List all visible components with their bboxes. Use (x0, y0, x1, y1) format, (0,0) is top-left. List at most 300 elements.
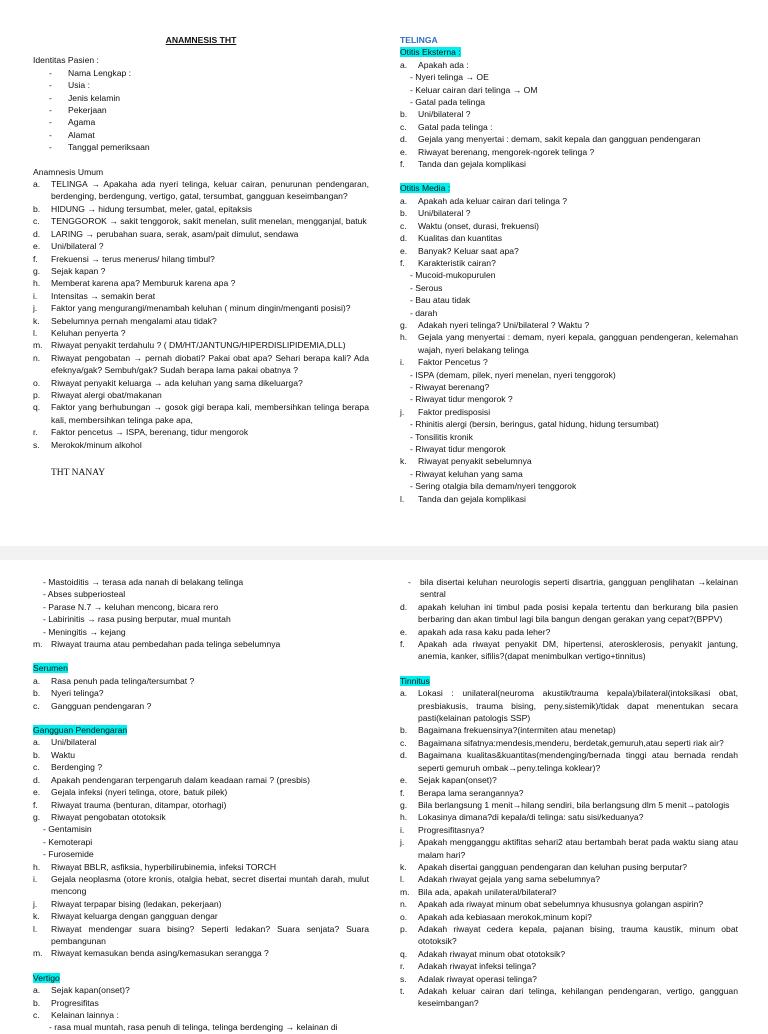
list-text: Uni/bilateral ? (51, 241, 104, 252)
vertigo-continued-item (400, 626, 738, 638)
tinnitus-item (400, 824, 738, 836)
tinnitus-item (400, 973, 738, 985)
list-text: HIDUNG → hidung tersumbat, meler, gatal, epitaksis (51, 203, 253, 214)
list-text: Riwayat trauma atau pembedahan pada telinga sebelumnya (51, 639, 281, 650)
anamnesis-umum-item (33, 439, 369, 451)
otitis-media-item (400, 406, 738, 418)
list-marker: a. (400, 59, 408, 70)
identitas-item (33, 104, 369, 116)
list-text: Sejak kapan(onset)? (418, 775, 497, 786)
list-marker: p. (33, 389, 41, 400)
list-text: Bagaimana kualitas&kuantitas(mendenging/bernada tinggi atau bernada rendah seperti gemuruh ombak→peny.telinga koklear)? (418, 750, 738, 773)
list-marker: l. (400, 874, 405, 885)
otitis-media-item (400, 493, 738, 505)
anamnesis-umum-item (33, 315, 369, 327)
page-title: ANAMNESIS THT (165, 35, 237, 45)
list-marker: b. (33, 997, 41, 1008)
otitis-media-item (400, 331, 738, 356)
tinnitus-item (400, 787, 738, 799)
list-text: - Tonsilitis kronik (410, 431, 473, 442)
list-marker: d. (400, 134, 408, 145)
list-text: LARING → perubahan suara, serak, asam/pait dimulut, sendawa (51, 228, 299, 239)
gangguan-pendengaran-item (33, 947, 369, 959)
otitis-media-item (400, 393, 738, 405)
list-text: Karakteristik cairan? (418, 257, 496, 268)
list-text: Waktu (51, 749, 76, 760)
list-text: Riwayat terpapar bising (ledakan, pekerjaan) (51, 898, 222, 909)
identitas-item (33, 116, 369, 128)
list-text: Sejak kapan ? (51, 265, 106, 276)
bullet-marker: - (49, 67, 52, 78)
list-text: Apakah ada kebiasaan merokok,minum kopi? (418, 911, 592, 922)
list-marker: f. (400, 787, 405, 798)
bullet-marker: - (49, 80, 52, 91)
list-marker: j. (33, 898, 38, 909)
list-text: Progresifitasnya? (418, 824, 485, 835)
list-text: Keluhan penyerta ? (51, 327, 126, 338)
list-text: Adakah riwayat gejala yang sama sebelumnya? (418, 874, 601, 885)
list-marker: e. (33, 241, 41, 252)
serumen-item (33, 675, 369, 687)
list-marker: e. (400, 245, 408, 256)
otitis-media-heading: Otitis Media : (400, 183, 451, 194)
list-text: Progresifitas (51, 997, 99, 1008)
right-column (400, 34, 738, 505)
gangguan-pendengaran-item (33, 749, 369, 761)
list-marker: e. (400, 775, 408, 786)
gangguan-pendengaran-item (33, 898, 369, 910)
list-text: Adakah riwayat infeksi telinga? (418, 961, 536, 972)
list-marker: b. (400, 725, 408, 736)
anamnesis-umum-list (33, 178, 369, 451)
otitis-media-list (400, 195, 738, 505)
list-marker: l. (33, 327, 38, 338)
list-text: - Keluar cairan dari telinga → OM (410, 84, 538, 95)
list-text: Adakah keluar cairan dari telinga, kehilangan pendengaran, vertigo, gangguan keseimbangan? (418, 986, 738, 1009)
tinnitus-item (400, 923, 738, 948)
tinnitus-item (400, 811, 738, 823)
list-text: Riwayat penyakit sebelumnya (418, 456, 532, 467)
list-marker: n. (33, 352, 41, 363)
otitis-media-item (400, 207, 738, 219)
list-text: Riwayat mendengar suara bising? Seperti ledakan? Suara senjata? Suara pembangunan (51, 923, 369, 946)
anamnesis-umum-item (33, 203, 369, 215)
otitis-media-item (400, 369, 738, 381)
list-text: - Sering otalgia bila demam/nyeri tenggorok (410, 481, 577, 492)
list-text: Gejala yang menyertai : demam, nyeri kepala, gangguan pendengeran, kelemahan wajah, nyeri belakang telinga (418, 332, 738, 355)
list-marker: n. (400, 899, 408, 910)
list-text: Nyeri telinga? (51, 688, 104, 699)
gangguan-pendengaran-item (33, 848, 369, 860)
list-text: Tanda dan gejala komplikasi (418, 493, 526, 504)
identitas-text: Usia : (68, 80, 90, 91)
identitas-heading: Identitas Pasien : (33, 55, 99, 66)
identitas-text: Agama (68, 117, 96, 128)
list-marker: i. (33, 873, 38, 884)
list-marker: q. (33, 402, 41, 413)
list-text: Uni/bilateral (51, 737, 97, 748)
tinnitus-item (400, 799, 738, 811)
serumen-item (33, 700, 369, 712)
list-text: Bila ada, apakah unilateral/bilateral? (418, 886, 557, 897)
list-marker: a. (33, 985, 41, 996)
list-text: Gejala yang menyertai : demam, sakit kepala dan gangguan pendengaran (418, 134, 701, 145)
list-marker: g. (400, 799, 408, 810)
list-marker: m. (400, 886, 410, 897)
otitis-media-item (400, 294, 738, 306)
komplikasi-item (33, 638, 369, 650)
list-text: - Meningitis → kejang (43, 626, 126, 637)
list-text: Kualitas dan kuantitas (418, 233, 503, 244)
list-text: Apakah ada riwayat penyakit DM, hipertensi, aterosklerosis, penyakit jantung, anemia, kanker, sifilis?(dapat menimbulkan vertigo+tinnitus) (418, 639, 738, 662)
list-text: Riwayat alergi obat/makanan (51, 389, 162, 400)
list-text: Merokok/minum alkohol (51, 439, 142, 450)
identitas-text: Tanggal pemeriksaan (68, 142, 150, 153)
list-text: Rasa penuh pada telinga/tersumbat ? (51, 675, 195, 686)
list-text: TENGGOROK → sakit tenggorok, sakit menelan, sulit menelan, mengganjal, batuk (51, 216, 367, 227)
list-text: Faktor yang berhubungan → gosok gigi berapa kali, membersihkan telinga berapa kali, membersihkan telinga pake apa, (51, 402, 369, 425)
list-marker: c. (33, 762, 40, 773)
otitis-media-item (400, 282, 738, 294)
tinnitus-item (400, 724, 738, 736)
list-marker: p. (400, 923, 408, 934)
list-marker: h. (33, 278, 41, 289)
list-marker: b. (33, 203, 41, 214)
list-marker: o. (33, 377, 41, 388)
list-marker: c. (33, 216, 40, 227)
list-marker: l. (33, 923, 38, 934)
komplikasi-item (33, 601, 369, 613)
anamnesis-umum-item (33, 290, 369, 302)
list-text: - Mucoid-mukopurulen (410, 270, 496, 281)
vertigo-heading: Vertigo (33, 972, 60, 983)
bullet-marker: - (49, 105, 52, 116)
list-text: - Mastoiditis → terasa ada nanah di belakang telinga (43, 577, 244, 587)
anamnesis-umum-item (33, 277, 369, 289)
list-text: - Abses subperiosteal (43, 589, 126, 600)
identitas-list (33, 67, 369, 154)
list-marker: c. (400, 737, 407, 748)
anamnesis-umum-item (33, 240, 369, 252)
gangguan-pendengaran-item (33, 774, 369, 786)
list-marker: d. (400, 750, 408, 761)
vertigo-item (33, 997, 369, 1009)
list-text: Adakah riwayat cedera kepala, pajanan bising, trauma kaustik, minum obat ototoksik? (418, 923, 738, 947)
list-marker: h. (400, 332, 408, 343)
list-marker: e. (33, 787, 41, 798)
identitas-item (33, 92, 369, 104)
list-text: Intensitas → semakin berat (51, 290, 156, 301)
list-marker: h. (400, 812, 408, 823)
list-marker: s. (400, 973, 407, 984)
tinnitus-item (400, 960, 738, 972)
list-marker: b. (33, 688, 41, 699)
bullet-marker: - (49, 92, 52, 103)
otitis-eksterna-item (400, 59, 738, 71)
gangguan-pendengaran-item (33, 910, 369, 922)
list-marker: a. (33, 737, 41, 748)
otitis-media-item (400, 319, 738, 331)
otitis-media-item (400, 480, 738, 492)
list-text: apakah keluhan ini timbul pada posisi kepala tertentu dan berkurang bila pasien berbaring dan akan timbul lagi bila bangun dengan gerakan yang cepat?(BPPV) (418, 601, 738, 625)
list-marker: s. (33, 439, 40, 450)
list-text: TELINGA → Apakaha ada nyeri telinga, keluar cairan, penurunan pendengaran, berdenging, berdengung, vertigo, gatal, tersumbat, gangguan keseimbangan? (51, 179, 369, 202)
signature-text: THT NANAY (51, 468, 106, 478)
gangguan-pendengaran-item (33, 811, 369, 823)
tinnitus-item (400, 861, 738, 873)
list-marker: i. (400, 824, 405, 835)
list-text: Riwayat pengobatan ototoksik (51, 811, 166, 822)
list-text: apakah ada rasa kaku pada leher? (418, 626, 551, 637)
anamnesis-umum-item (33, 228, 369, 240)
list-text: - Riwayat tidur mengorok ? (410, 394, 513, 405)
left-column (33, 34, 369, 479)
list-marker: a. (400, 195, 408, 206)
komplikasi-item (33, 588, 369, 600)
list-marker: c. (33, 700, 40, 711)
list-text: - Nyeri telinga → OE (410, 72, 489, 83)
komplikasi-item (33, 626, 369, 638)
tinnitus-item (400, 687, 738, 724)
anamnesis-umum-item (33, 426, 369, 438)
bullet-marker: - (49, 117, 52, 128)
list-marker: k. (33, 911, 40, 922)
ear-section-title: TELINGA (400, 35, 438, 45)
list-marker: f. (400, 257, 405, 268)
identitas-text: Nama Lengkap : (68, 67, 132, 78)
list-text: Riwayat kemasukan benda asing/kemasukan serangga ? (51, 948, 269, 959)
otitis-media-item (400, 307, 738, 319)
tinnitus-item (400, 737, 738, 749)
anamnesis-umum-item (33, 302, 369, 314)
list-text: Gejala infeksi (nyeri telinga, otore, batuk pilek) (51, 787, 228, 798)
list-text: Riwayat BBLR, asfiksia, hyperbilirubinemia, infeksi TORCH (51, 861, 277, 872)
list-marker: b. (33, 749, 41, 760)
tinnitus-item (400, 911, 738, 923)
tinnitus-item (400, 836, 738, 861)
otitis-media-item (400, 455, 738, 467)
komplikasi-item (33, 613, 369, 625)
anamnesis-umum-item (33, 377, 369, 389)
list-text: Gejala neoplasma (otore kronis, otalgia hebat, secret disertai muntah darah, mulut mencong (51, 873, 369, 897)
list-marker: g. (33, 811, 41, 822)
gangguan-pendengaran-item (33, 786, 369, 798)
otitis-eksterna-item (400, 84, 738, 96)
list-text: Apakah ada : (418, 59, 469, 70)
list-text: Berdenging ? (51, 762, 103, 773)
list-text: Lokasinya dimana?di kepala/di telinga: satu sisi/keduanya? (418, 812, 644, 823)
list-marker: i. (400, 357, 405, 368)
list-marker: i. (33, 290, 38, 301)
identitas-text: Alamat (68, 129, 95, 140)
gangguan-pendengaran-item (33, 923, 369, 948)
tinnitus-item (400, 774, 738, 786)
anamnesis-umum-item (33, 215, 369, 227)
otitis-eksterna-item (400, 108, 738, 120)
gangguan-pendengaran-list (33, 736, 369, 959)
otitis-media-item (400, 381, 738, 393)
list-marker: r. (33, 427, 38, 438)
list-text: Riwayat keluarga dengan gangguan dengar (51, 911, 218, 922)
list-text: - Furosemide (43, 849, 94, 860)
list-text: Frekuensi → terus menerus/ hilang timbul? (51, 253, 215, 264)
list-marker: j. (33, 303, 38, 314)
anamnesis-umum-item (33, 265, 369, 277)
left-column-2 (33, 576, 369, 1034)
anamnesis-umum-item (33, 178, 369, 203)
komplikasi-list (33, 576, 369, 650)
otitis-media-item (400, 443, 738, 455)
list-marker: j. (400, 406, 405, 417)
list-marker: a. (400, 688, 408, 699)
document-page-2 (0, 560, 768, 1033)
tinnitus-item (400, 749, 738, 774)
list-text: Lokasi : unilateral(neuroma akustik/trauma kepala)/bilateral(intoksikasi obat, presbiakusis, trauma bising, peny.sistemik)/tidak dapat menentukan secara pasti(kelainan patologis SSP) (418, 688, 738, 724)
list-marker: a. (33, 179, 41, 190)
list-marker: f. (400, 159, 405, 170)
list-text: Riwayat trauma (benturan, ditampar, otorhagi) (51, 799, 227, 810)
list-text: - darah (410, 307, 438, 318)
list-text: Riwayat penyakit terdahulu ? ( DM/HT/JANTUNG/HIPERDISLIPIDEMIA,DLL) (51, 340, 346, 351)
list-text: Bila berlangsung 1 menit→hilang sendiri, bila berlangsung dlm 5 menit→patologis (418, 799, 730, 810)
list-marker: k. (400, 456, 407, 467)
tinnitus-list (400, 687, 738, 1010)
list-marker: a. (33, 675, 41, 686)
list-text: Apakah mengganggu aktifitas sehari2 atau bertambah berat pada waktu siang atau malam hari? (418, 837, 738, 860)
tinnitus-item (400, 985, 738, 1010)
list-marker: g. (33, 265, 41, 276)
list-text: Bagaimana frekuensinya?(intermiten atau menetap) (418, 725, 616, 736)
tinnitus-item (400, 886, 738, 898)
otitis-media-item (400, 220, 738, 232)
anamnesis-umum-item (33, 401, 369, 426)
otitis-eksterna-item (400, 158, 738, 170)
gangguan-pendengaran-item (33, 836, 369, 848)
list-marker: c. (400, 121, 407, 132)
gangguan-pendengaran-item (33, 799, 369, 811)
list-text: Berapa lama serangannya? (418, 787, 524, 798)
otitis-media-item (400, 195, 738, 207)
list-text: Kelainan lainnya : (51, 1010, 119, 1020)
list-marker: d. (400, 233, 408, 244)
list-marker: t. (400, 986, 405, 996)
identitas-item (33, 67, 369, 79)
vertigo-continued-item (400, 601, 738, 626)
anamnesis-umum-item (33, 327, 369, 339)
list-text: Adakah riwayat minum obat ototoksik? (418, 948, 566, 959)
list-marker: f. (33, 253, 38, 264)
list-marker: f. (33, 799, 38, 810)
list-text: - Bau atau tidak (410, 295, 471, 306)
list-text: Uni/bilateral ? (418, 208, 471, 219)
otitis-media-item (400, 468, 738, 480)
vertigo-continued-list (400, 601, 738, 663)
list-text: Bagaimana sifatnya:mendesis,menderu, berdetak,gemuruh,atau seperti riak air? (418, 737, 724, 748)
otitis-eksterna-list (400, 59, 738, 171)
vertigo-cut-line: - rasa mual muntah, rasa penuh di telinga, telinga berdenging → kelainan di (49, 1022, 338, 1033)
list-marker: c. (400, 220, 407, 231)
otitis-eksterna-item (400, 121, 738, 133)
komplikasi-item (33, 576, 369, 588)
list-marker: k. (400, 861, 407, 872)
anamnesis-umum-item (33, 352, 369, 377)
list-marker: l. (400, 493, 405, 504)
identitas-item (33, 141, 369, 153)
list-text: Faktor pencetus → ISPA, berenang, tidur mengorok (51, 427, 249, 438)
list-marker: h. (33, 861, 41, 872)
identitas-item (33, 79, 369, 91)
otitis-eksterna-item (400, 133, 738, 145)
list-text: Waktu (onset, durasi, frekuensi) (418, 220, 539, 231)
list-marker: b. (400, 208, 408, 219)
list-text: - Gentamisin (43, 824, 92, 835)
list-marker: j. (400, 837, 405, 848)
list-marker: e. (400, 146, 408, 157)
serumen-item (33, 687, 369, 699)
list-text: Banyak? Keluar saat apa? (418, 245, 519, 256)
gangguan-pendengaran-item (33, 873, 369, 898)
otitis-media-item (400, 269, 738, 281)
identitas-item (33, 129, 369, 141)
list-text: - Labirinitis → rasa pusing berputar, mual muntah (43, 614, 231, 625)
list-text: Riwayat penyakit keluarga → ada keluhan yang sama dikeluarga? (51, 377, 303, 388)
gangguan-pendengaran-heading: Gangguan Pendengaran (33, 725, 128, 736)
gangguan-pendengaran-item (33, 761, 369, 773)
list-text: Faktor predisposisi (418, 406, 491, 417)
vertigo-bullet: - bila disertai keluhan neurologis seperti disartria, gangguan penglihatan →kelainan sentral (408, 577, 738, 600)
otitis-media-item (400, 418, 738, 430)
list-text: - Riwayat keluhan yang sama (410, 468, 523, 479)
otitis-eksterna-heading: Otitis Eksterna : (400, 47, 461, 58)
tinnitus-heading: Tinnitus (400, 675, 430, 686)
vertigo-bullet-text: bila disertai keluhan neurologis seperti disartria, gangguan penglihatan →kelainan sentral (420, 577, 738, 600)
list-marker: d. (33, 774, 41, 785)
right-column-2 (400, 576, 738, 1010)
bullet-marker: - (49, 129, 52, 140)
otitis-media-item (400, 257, 738, 269)
tinnitus-item (400, 898, 738, 910)
vertigo-continued-item (400, 638, 738, 663)
list-marker: r. (400, 961, 405, 972)
list-text: Gatal pada telinga : (418, 121, 493, 132)
otitis-media-item (400, 356, 738, 368)
list-text: - Kemoterapi (43, 836, 93, 847)
tinnitus-item (400, 873, 738, 885)
list-text: - Rhinitis alergi (bersin, beringus, gatal hidung, hidung tersumbat) (410, 419, 659, 430)
list-text: - Serous (410, 282, 443, 293)
list-marker: m. (33, 340, 43, 351)
list-text: Adalak riwayat operasi telinga? (418, 973, 537, 984)
otitis-media-item (400, 245, 738, 257)
anamnesis-umum-heading: Anamnesis Umum (33, 166, 104, 177)
list-text: Faktor Pencetus ? (418, 357, 488, 368)
list-marker: c. (33, 1010, 40, 1020)
list-marker: k. (33, 315, 40, 326)
identitas-text: Jenis kelamin (68, 92, 121, 103)
otitis-eksterna-item (400, 146, 738, 158)
list-marker: q. (400, 948, 408, 959)
page-separator (0, 546, 768, 560)
list-marker: d. (33, 228, 41, 239)
list-text: Apakah disertai gangguan pendengaran dan keluhan pusing berputar? (418, 861, 688, 872)
otitis-eksterna-item (400, 96, 738, 108)
list-text: Gangguan pendengaran ? (51, 700, 152, 711)
serumen-heading: Serumen (33, 663, 68, 674)
list-text: Uni/bilateral ? (418, 109, 471, 120)
list-text: Riwayat berenang, mengorek-ngorek telinga ? (418, 146, 595, 157)
list-text: Sejak kapan(onset)? (51, 985, 130, 996)
anamnesis-umum-item (33, 389, 369, 401)
